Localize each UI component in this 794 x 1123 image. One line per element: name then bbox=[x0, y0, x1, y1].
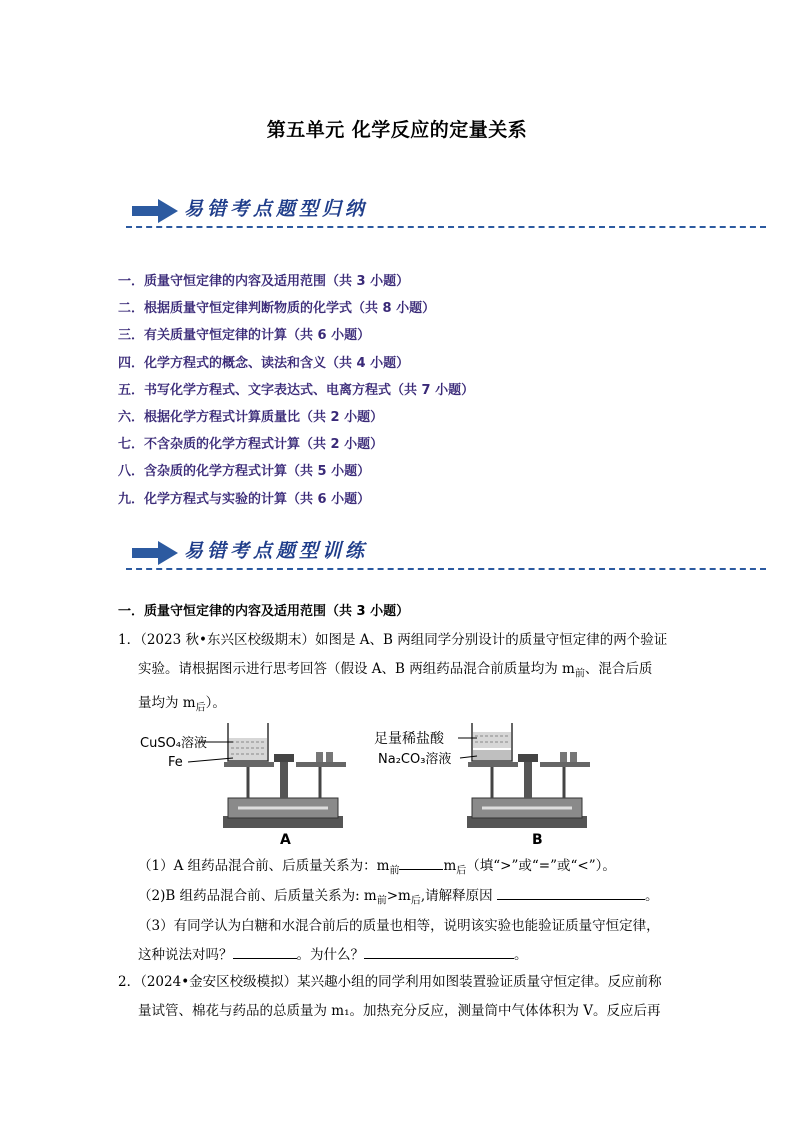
answer-blank[interactable] bbox=[364, 944, 514, 959]
label-cuso4: CuSO₄溶液 bbox=[140, 736, 208, 751]
question-line: 1．（2023 秋•东兴区校级期末）如图是 A、B 两组同学分别设计的质量守恒定律的两个验证 bbox=[118, 632, 668, 648]
balance-figure-a bbox=[138, 718, 368, 850]
label-hcl: 足量稀盐酸 bbox=[374, 731, 444, 747]
section-banner-summary bbox=[126, 192, 766, 232]
sub-question-3: （3）有同学认为白糖和水混合前后的质量也相等，说明该实验也能验证质量守恒定律， 这种说法对吗？ 。为什么？ 。 bbox=[138, 918, 660, 963]
topic-item: 四．化学方程式的概念、读法和含义（共 4 小题） bbox=[118, 355, 410, 371]
label-fe: Fe bbox=[168, 755, 183, 770]
caption-b: B bbox=[532, 832, 543, 848]
balance-figure-b bbox=[372, 718, 612, 850]
topic-item: 六．根据化学方程式计算质量比（共 2 小题） bbox=[118, 410, 384, 426]
caption-a: A bbox=[280, 832, 291, 848]
topic-item: 七．不含杂质的化学方程式计算（共 2 小题） bbox=[118, 437, 384, 453]
page-title: 第五单元 化学反应的定量关系 bbox=[266, 119, 528, 141]
topic-item: 五．书写化学方程式、文字表达式、电离方程式（共 7 小题） bbox=[118, 382, 475, 398]
section-banner-practice bbox=[126, 534, 766, 574]
sub-question-1: （1）A 组药品混合前、后质量关系为：$m_前$ $m_后$（填“>”或“=”或“<”）。 bbox=[138, 852, 688, 886]
dashed-divider bbox=[126, 568, 766, 570]
sub-question-2: （2)B 组药品混合前、后质量关系为: $m_前>m_后$,请解释原因 。 bbox=[138, 882, 688, 916]
label-na2co3: Na₂CO₃溶液 bbox=[378, 752, 452, 767]
topic-item: 二．根据质量守恒定律判断物质的化学式（共 8 小题） bbox=[118, 301, 436, 317]
question-line: 量试管、棉花与药品的总质量为 m₁。加热充分反应，测量筒中气体体积为 V。反应后再 bbox=[138, 1003, 661, 1019]
question-line: 量均为 $m_后$）。 bbox=[138, 694, 226, 714]
topic-item: 一．质量守恒定律的内容及适用范围（共 3 小题） bbox=[118, 274, 410, 289]
answer-blank[interactable] bbox=[399, 855, 443, 870]
topic-item: 九．化学方程式与实验的计算（共 6 小题） bbox=[118, 491, 371, 507]
arrow-right-icon bbox=[132, 198, 178, 224]
topic-item: 三．有关质量守恒定律的计算（共 6 小题） bbox=[118, 328, 371, 344]
banner-label: 易错考点题型归纳 bbox=[184, 198, 369, 220]
dashed-divider bbox=[126, 226, 766, 228]
arrow-right-icon bbox=[132, 540, 178, 566]
question-line: 2．（2024•金安区校级模拟）某兴趣小组的同学利用如图装置验证质量守恒定律。反应前称 bbox=[118, 974, 662, 990]
question-2 bbox=[118, 968, 688, 1026]
question-line: 实验。请根据图示进行思考回答（假设 A、B 两组药品混合前质量均为 $m_前$、混合后质 bbox=[138, 661, 653, 680]
answer-blank[interactable] bbox=[233, 944, 297, 959]
topic-list bbox=[118, 268, 718, 513]
topic-item: 八．含杂质的化学方程式计算（共 5 小题） bbox=[118, 464, 371, 480]
question-1 bbox=[118, 626, 688, 722]
section-heading: 一．质量守恒定律的内容及适用范围（共 3 小题） bbox=[118, 604, 410, 619]
answer-blank[interactable] bbox=[497, 885, 645, 900]
banner-label: 易错考点题型训练 bbox=[184, 540, 369, 562]
